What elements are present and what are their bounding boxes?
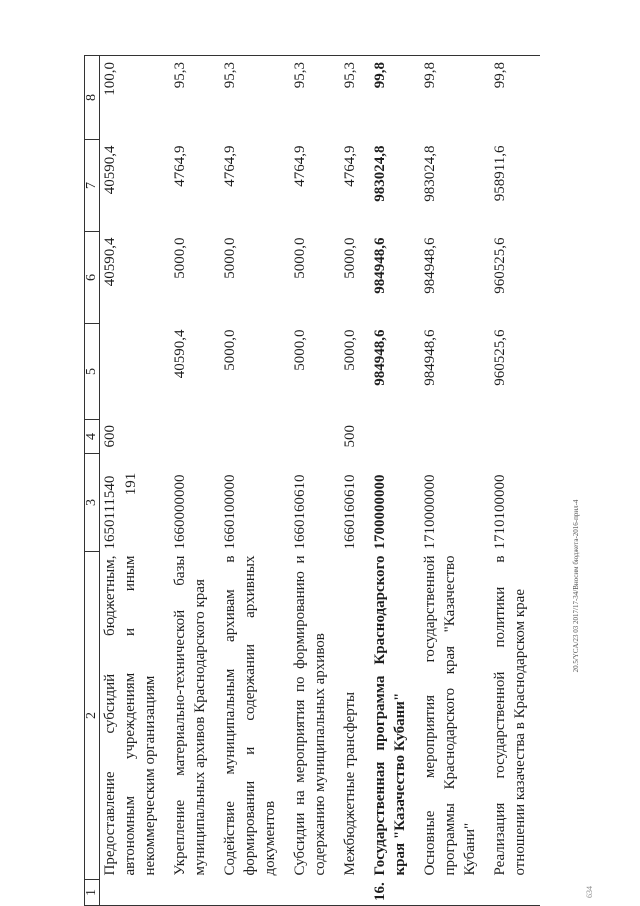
- header-col-2: 2: [85, 552, 100, 880]
- table-row: [220, 56, 290, 906]
- row-kind: [370, 420, 420, 454]
- row-col-5: 984948,6: [372, 329, 388, 386]
- table-row: [290, 56, 340, 906]
- document-footer-path: 20.5/YCA/23 03 2017/17-34/Вносим бюджета-2016-прил-4: [572, 499, 580, 673]
- table-row: [420, 56, 490, 906]
- row-col-5: 5000,0: [342, 329, 358, 371]
- row-name: Межбюджетные трансферты: [342, 691, 358, 876]
- row-col-8: 100,0: [100, 56, 171, 140]
- header-col-7: 7: [85, 140, 100, 232]
- row-col-6: 984948,6: [372, 237, 388, 294]
- row-col-7: 40590,4: [102, 145, 118, 195]
- row-col-8: 99,8: [370, 56, 420, 140]
- row-col-7: 4764,9: [172, 145, 188, 187]
- row-code: 1660100000: [222, 474, 238, 550]
- row-name: Субсидии на мероприятия по формированию и содержанию муниципальных архивов: [292, 555, 328, 876]
- row-code: 1660160610: [292, 474, 308, 550]
- row-col-5: 984948,6: [422, 329, 438, 386]
- row-code: 1710000000: [422, 474, 438, 550]
- row-number: [420, 880, 490, 906]
- row-name: Содействие муниципальным архивам в формировании и содержании архивных документов: [222, 555, 278, 876]
- header-col-3: 3: [85, 454, 100, 552]
- row-number: 16.: [370, 880, 420, 906]
- row-kind: [290, 420, 340, 454]
- row-kind: 600: [102, 425, 118, 448]
- row-col-6: 5000,0: [342, 237, 358, 279]
- row-col-5: 5000,0: [222, 329, 238, 371]
- row-col-5: 960525,6: [492, 329, 508, 386]
- row-kind: [220, 420, 290, 454]
- row-col-6: 960525,6: [492, 237, 508, 294]
- header-col-1: 1: [85, 880, 100, 906]
- row-col-5: 5000,0: [292, 329, 308, 371]
- row-number: [340, 880, 370, 906]
- header-row: [85, 56, 100, 906]
- table-row: [100, 56, 171, 906]
- row-number: [220, 880, 290, 906]
- row-kind: [170, 420, 220, 454]
- row-number: [290, 880, 340, 906]
- row-code: 1710100000: [492, 474, 508, 550]
- row-col-5: [100, 324, 171, 420]
- budget-table: [84, 55, 540, 906]
- row-col-8: 95,3: [290, 56, 340, 140]
- table-row: [340, 56, 370, 906]
- row-col-7: 4764,9: [222, 145, 238, 187]
- table-row: [170, 56, 220, 906]
- header-col-6: 6: [85, 232, 100, 324]
- row-name: Предоставление субсидий бюджетным, автономным учреждениям и иным некоммерческим организациям: [102, 555, 158, 876]
- row-kind: 500: [342, 425, 358, 448]
- row-code: 1660000000: [172, 474, 188, 550]
- header-col-8: 8: [85, 56, 100, 140]
- row-kind: [420, 420, 490, 454]
- row-name: Реализация государственной политики в отношении казачества в Краснодарском крае: [492, 555, 528, 876]
- page-number: 191: [123, 472, 139, 496]
- row-col-6: 5000,0: [172, 237, 188, 279]
- row-col-6: 5000,0: [222, 237, 238, 279]
- row-name: Укрепление материально-технической базы муниципальных архивов Краснодарского края: [172, 555, 208, 876]
- row-col-6: 5000,0: [292, 237, 308, 279]
- row-number: [170, 880, 220, 906]
- row-col-7: 983024,8: [422, 145, 438, 202]
- table-row: [370, 56, 420, 906]
- row-number: [490, 880, 540, 906]
- row-col-8: 99,8: [420, 56, 490, 140]
- row-col-6: 984948,6: [422, 237, 438, 294]
- corner-page-mark: 634: [585, 886, 594, 898]
- row-col-7: 958911,6: [492, 145, 508, 202]
- table-row: [490, 56, 540, 906]
- row-col-7: 983024,8: [372, 145, 388, 202]
- row-code: 1650111540: [102, 475, 118, 550]
- row-col-8: 95,3: [220, 56, 290, 140]
- row-col-8: 99,8: [490, 56, 540, 140]
- row-col-8: 95,3: [170, 56, 220, 140]
- row-kind: [490, 420, 540, 454]
- row-code: 1700000000: [372, 474, 388, 550]
- row-name: Государственная программа Краснодарского края "Казачество Кубани": [372, 555, 408, 876]
- row-col-5: 40590,4: [172, 329, 188, 379]
- header-col-5: 5: [85, 324, 100, 420]
- row-code: 1660160610: [342, 474, 358, 550]
- row-col-7: 4764,9: [342, 145, 358, 187]
- rotated-document-table: [84, 56, 614, 906]
- row-name: Основные мероприятия государственной программы Краснодарского края "Казачество Кубани": [422, 555, 478, 876]
- row-col-6: 40590,4: [102, 237, 118, 287]
- row-number: [100, 880, 171, 906]
- row-col-7: 4764,9: [292, 145, 308, 187]
- row-col-8: 95,3: [340, 56, 370, 140]
- header-col-4: 4: [85, 420, 100, 454]
